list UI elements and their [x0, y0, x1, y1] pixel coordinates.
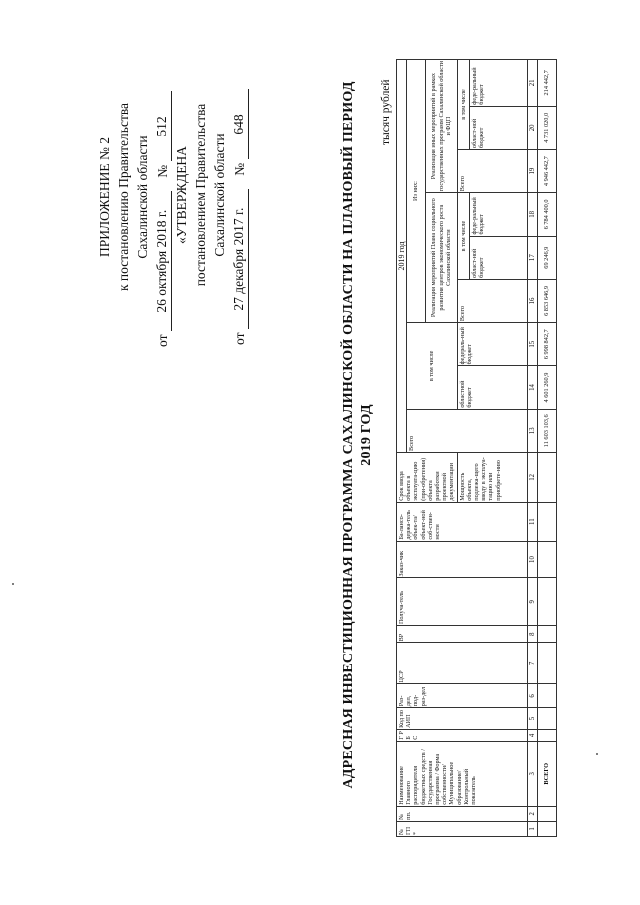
total-label: ВСЕГО — [537, 741, 556, 806]
approved-line2: постановлением Правительства — [193, 103, 208, 287]
total-dev-federal: 6 784 400,0 — [537, 193, 556, 236]
total-other-all: 4 946 442,7 — [537, 149, 556, 192]
col-header-dev-federal: феде-ральный бюджет — [469, 193, 527, 236]
col-number: 2 — [527, 806, 537, 821]
investment-table — [396, 59, 557, 837]
approved-date: 27 декабря 2017 г. — [229, 189, 249, 329]
col-number: 9 — [527, 578, 537, 626]
appendix-line3: Сахалинской области — [135, 135, 150, 259]
col-header-section: Раз-дел, под-раз-дел — [397, 684, 528, 708]
appendix-date: 26 октября 2018 г. — [152, 191, 172, 331]
col-header-total: Всего — [407, 409, 527, 452]
col-header-dev-total: Всего — [457, 279, 527, 322]
col-number: 15 — [527, 323, 537, 366]
col-header-recipient: Получа-тель — [397, 578, 528, 626]
cell-empty — [537, 821, 556, 836]
cell-empty — [537, 684, 556, 708]
cell-empty — [537, 643, 556, 684]
approved-line3: Сахалинской области — [212, 133, 227, 257]
col-number: 1 — [527, 821, 537, 836]
scan-speck — [12, 583, 14, 585]
col-header-other-incl: в том числе — [457, 60, 469, 150]
total-other-regional: 4 731 020,0 — [537, 106, 556, 149]
col-header-csr: ЦСР — [397, 643, 528, 684]
col-header-other-programs: Реализация иных мероприятий в рамках государственных программ Сахалинской области и ФЦП — [425, 60, 457, 193]
col-header-vr: ВР — [397, 626, 528, 643]
col-number: 20 — [527, 106, 537, 149]
total-dev-regional: 69 246,9 — [537, 236, 556, 279]
cell-empty — [537, 502, 556, 541]
col-header-customer: Заказ-чик — [397, 541, 528, 578]
col-number: 14 — [527, 366, 537, 409]
total-dev-all: 6 853 646,9 — [537, 279, 556, 322]
column-numbers-row — [527, 60, 537, 837]
table-row-total — [537, 60, 556, 837]
col-header-other-regional: област-ной бюджет — [469, 106, 527, 149]
col-header-of-which: Из них: — [407, 60, 425, 323]
total-federal: 6 998 842,7 — [537, 323, 556, 366]
cell-empty — [537, 578, 556, 626]
col-header-name: Наименование Главного распорядителя бюджетных средств / Государственная программа / Форма собственности/ Муниципальное образование/ Контрольный показатель — [397, 741, 528, 806]
from-label: от — [232, 332, 247, 345]
col-number: 13 — [527, 409, 537, 452]
col-number: 7 — [527, 643, 537, 684]
col-number: 3 — [527, 741, 537, 806]
cell-empty — [537, 806, 556, 821]
col-header-year: 2019 год — [397, 60, 407, 453]
col-number: 4 — [527, 729, 537, 741]
col-header-capacity: Мощность объекта, подлежа-щего вводу в эксплуа-тацию или приобрете-нию — [457, 452, 527, 502]
cell-empty — [537, 729, 556, 741]
col-header-federal: федераль-ный бюджет — [457, 323, 527, 366]
col-number: 11 — [527, 502, 537, 541]
cell-empty — [537, 541, 556, 578]
document-title — [340, 35, 376, 835]
col-number: 16 — [527, 279, 537, 322]
approved-doc-number: 648 — [229, 90, 249, 160]
col-number: 19 — [527, 149, 537, 192]
appendix-number: ПРИЛОЖЕНИЕ № 2 — [97, 136, 112, 258]
approved-title: «УТВЕРЖДЕНА — [174, 146, 189, 244]
col-header-other-federal: феде-ральный бюджет — [469, 60, 527, 107]
col-header-dev-regional: област-ной бюджет — [469, 236, 527, 279]
units-label: тысяч рублей — [380, 79, 392, 145]
title-line1: АДРЕСНАЯ ИНВЕСТИЦИОННАЯ ПРОГРАММА САХАЛИНСКОЙ ОБЛАСТИ НА ПЛАНОВЫЙ ПЕРИОД — [341, 81, 356, 789]
col-number: 10 — [527, 541, 537, 578]
col-header-incl: в том числе — [407, 323, 457, 410]
col-number: 5 — [527, 708, 537, 730]
approved-header — [172, 45, 249, 345]
number-label: № — [155, 164, 170, 178]
col-number: 12 — [527, 452, 537, 502]
col-number: 8 — [527, 626, 537, 643]
title-line2: 2019 ГОД — [359, 404, 374, 466]
col-header-regional: областной бюджет — [457, 366, 527, 409]
appendix-doc-number: 512 — [152, 92, 172, 162]
col-header-holder: Ба-лансо-держа-тель объек-та/ объект-ной соб-ствен-ности — [397, 502, 528, 541]
col-header-pp: № пп. — [397, 806, 528, 821]
col-header-deadline: Срок ввода объекта в эксплуата-цию (при-обретения) объекта разработки проектной документации — [397, 452, 458, 502]
col-number: 6 — [527, 684, 537, 708]
col-header-aip-code: Код по АИП — [397, 708, 528, 730]
total-regional: 4 601 260,9 — [537, 366, 556, 409]
col-header-other-total: Всего — [457, 149, 527, 192]
appendix-header — [95, 47, 172, 347]
col-header-grbs: Г Р Б С — [397, 729, 528, 741]
col-header-dev-plan: Реализация мероприятий Плана социального развития центров экономического роста Сахалинской области — [425, 193, 457, 323]
col-header-dev-incl: в том числе — [457, 193, 469, 280]
cell-empty — [537, 452, 556, 502]
scan-speck — [596, 753, 598, 755]
from-label: от — [155, 334, 170, 347]
number-label: № — [232, 162, 247, 176]
cell-empty — [537, 626, 556, 643]
total-all: 11 603 103,6 — [537, 409, 556, 452]
col-header-gp: № ГП * — [397, 821, 528, 836]
col-number: 18 — [527, 193, 537, 236]
col-number: 21 — [527, 60, 537, 107]
appendix-date-line — [152, 47, 172, 347]
col-number: 17 — [527, 236, 537, 279]
total-other-federal: 214 442,7 — [537, 60, 556, 107]
appendix-line2: к постановлению Правительства — [116, 102, 131, 292]
approved-date-line — [229, 45, 249, 345]
cell-empty — [537, 708, 556, 730]
